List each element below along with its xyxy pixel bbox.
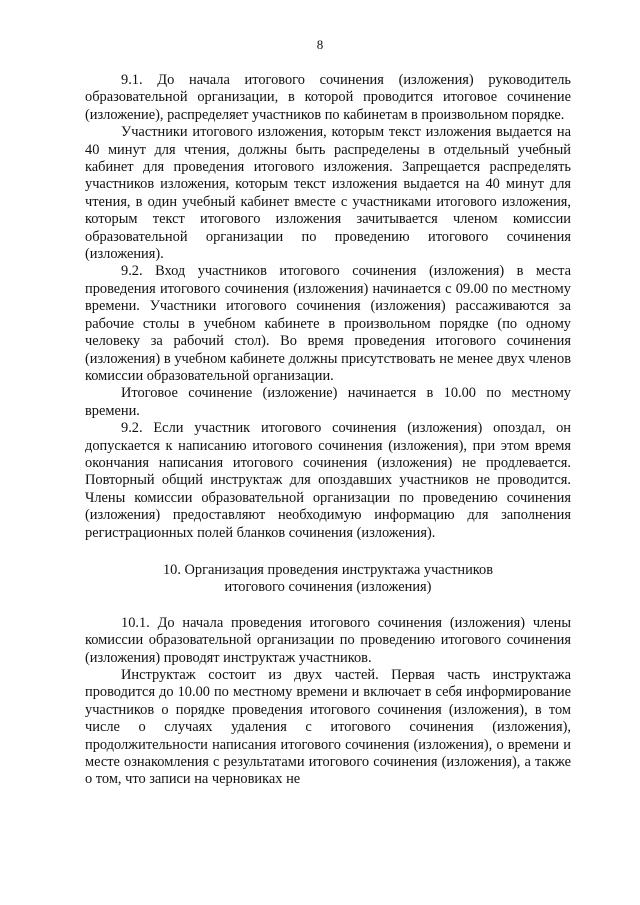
paragraph-9-2-entry: 9.2. Вход участников итогового сочинения (изложения) в места проведения итогового сочинения (изложения) начинается с 09.00 по местному времени. Участники итогового сочинения (изложения) рассаживаются за рабочие столы в учебном кабинете в произвольном порядке (по одному человеку за рабочий стол). Во время проведения итогового сочинения (изложения) в учебном кабинете должны присутствовать не менее двух членов комиссии образовательной организации.: [85, 263, 571, 384]
paragraph-izlozhenie-rooms: Участники итогового изложения, которым текст изложения выдается на 40 минут для чтения, должны быть распределены в отдельный учебный кабинет для проведения итогового изложения. Запрещается распределять участников изложения, которым текст изложения выдается на 40 минут для чтения, в один учебный кабинет вместе с участниками итогового изложения, которым текст итогового изложения зачитывается членом комиссии образовательной организации по проведению итогового сочинения (изложения).: [85, 124, 571, 263]
paragraph-9-2-late: 9.2. Если участник итогового сочинения (изложения) опоздал, он допускается к написанию итогового сочинения (изложения), при этом время окончания написания итогового сочинения (изложения) не продлевается. Повторный общий инструктаж для опоздавших участников не проводится. Члены комиссии образовательной организации по проведению сочинения (изложения) предоставляют необходимую информацию для заполнения регистрационных полей бланков сочинения (изложения).: [85, 420, 571, 541]
paragraph-9-1: 9.1. До начала итогового сочинения (изложения) руководитель образовательной организации, в которой проводится итоговое сочинение (изложение), распределяет участников по кабинетам в произвольном порядке.: [85, 72, 571, 123]
document-body: [85, 72, 571, 789]
paragraph-10-1: 10.1. До начала проведения итогового сочинения (изложения) члены комиссии образовательной организации по проведению итогового сочинения (изложения) проводят инструктаж участников.: [85, 614, 571, 666]
section-heading: [85, 562, 571, 597]
section-heading-line-1: 10. Организация проведения инструктажа участников: [162, 561, 494, 578]
paragraph-start-time: Итоговое сочинение (изложение) начинается в 10.00 по местному времени.: [85, 385, 571, 419]
section-heading-line-2: итогового сочинения (изложения): [224, 579, 432, 596]
paragraph-briefing: Инструктаж состоит из двух частей. Первая часть инструктажа проводится до 10.00 по местному времени и включает в себя информирование участников о порядке проведения итогового сочинения (изложения), в том числе о случаях удаления с итогового сочинения (изложения), продолжительности написания итогового сочинения (изложения), о времени и месте ознакомления с результатами итогового сочинения (изложения), а также о том, что записи на черновиках не: [85, 667, 571, 788]
page-number: 8: [316, 37, 324, 52]
